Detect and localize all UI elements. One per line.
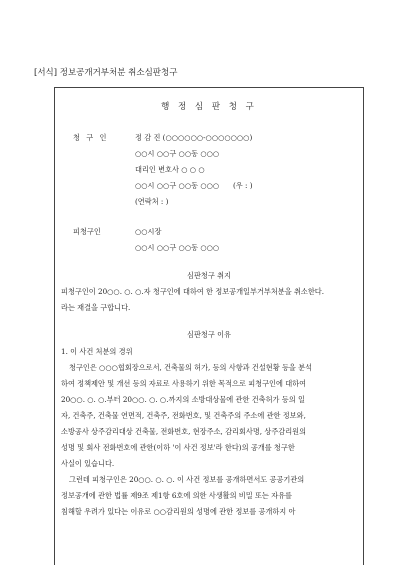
claimant-label: 청 구 인 — [73, 133, 109, 142]
reasons-heading: 심판청구 이유 — [187, 330, 231, 339]
respondent-name: ○○시장 — [135, 227, 162, 236]
para1-line-1: 청구인은 ○○○협회장으로서, 건축물의 허가, 등의 사항과 건설현황 등을 분석 — [69, 363, 313, 372]
para2-line-1: 그런데 피청구인은 20○○. ○. ○. 이 사건 정보를 공개하면서도 공공기관의 — [69, 475, 305, 484]
claimant-phone: (연락처 : ) — [135, 197, 169, 206]
para1-line-5: 소방공사 상주감리대상 건축물, 전화번호, 현장주소, 감리회사명, 상주감리원의 — [61, 427, 307, 436]
claimant-agent: 대리인 변호사 ○ ○ ○ — [135, 165, 205, 174]
section-heading-1: 1. 이 사건 처분의 경위 — [61, 347, 133, 356]
claimant-address: ○○시 ○○구 ○○동 ○○○ — [135, 149, 220, 158]
para2-line-3: 침해할 우려가 있다는 이유로 ○○감리원의 성명에 관한 정보를 공개하지 아 — [61, 507, 296, 516]
para1-line-7: 사실이 있습니다. — [61, 459, 115, 468]
form-caption: [서식] 정보공개거부처분 취소심판청구 — [34, 68, 178, 78]
purpose-heading: 심판청구 취지 — [187, 271, 231, 280]
purpose-line-1: 피청구인이 20○○. ○. ○.자 청구인에 대하여 한 정보공개일부거부처분을 취소한다. — [61, 287, 325, 296]
para1-line-2: 하여 정책제안 및 개선 등의 자료로 사용하기 위한 목적으로 피청구인에 대하여 — [61, 379, 307, 388]
para2-line-2: 정보공개에 관한 법률 제9조 제1항 6호에 의한 사생활의 비밀 또는 자유를 — [61, 491, 292, 500]
respondent-address: ○○시 ○○구 ○○동 ○○○ — [135, 243, 220, 252]
claimant-name: 정 감 진 (○○○○○○-○○○○○○○) — [135, 133, 253, 142]
para1-line-4: 자, 건축주, 건축물 연면적, 건축주, 전화번호, 및 건축주의 주소에 관한 정보와, — [61, 411, 306, 420]
para1-line-3: 20○○. ○. ○.부터 20○○. ○. ○.까지의 소방대상물에 관한 건축허가 등의 일 — [61, 395, 305, 404]
document-title: 행 정 심 판 청 구 — [161, 102, 257, 112]
claimant-agent-address: ○○시 ○○구 ○○동 ○○○ — [135, 181, 220, 190]
purpose-line-2: 라는 재결을 구합니다. — [61, 303, 131, 312]
para1-line-6: 성명 및 회사 전화번호에 관한(이하 '이 사건 정보'라 한다)의 공개를 청구한 — [61, 443, 295, 452]
claimant-zip: (우 : ) — [233, 181, 253, 190]
document-frame — [54, 87, 364, 565]
respondent-label: 피청구인 — [73, 227, 101, 236]
